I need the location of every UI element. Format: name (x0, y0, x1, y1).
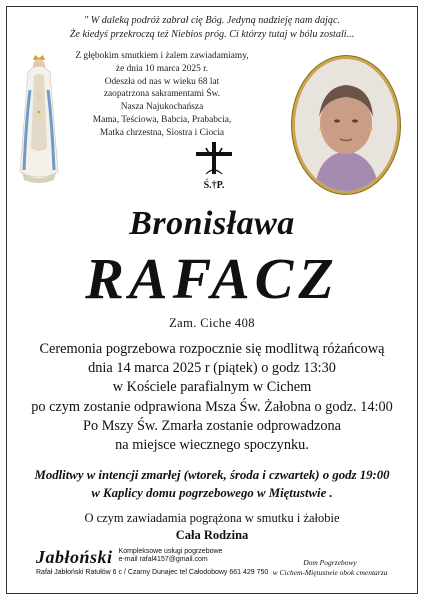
funeral-home-location (256, 558, 404, 578)
ceremony-line: w Kościele parafialnym w Cichem (112, 379, 312, 396)
announcement-line: Z głębokim smutkiem i żalem zawiadamiamy, (75, 51, 249, 61)
funeral-home-email: e-mail rafal4157@gmail.com (118, 556, 208, 563)
family-notice (10, 510, 414, 544)
prayer-line-2: w Kaplicy domu pogrzebowego w Miętustwie . (91, 486, 333, 500)
poem-quote (20, 14, 404, 42)
funeral-home-place: w Cichem-Miętustwie obok cmentarza (272, 568, 388, 577)
portrait-image (295, 59, 397, 191)
funeral-home-logo: Jabłoński (36, 547, 113, 567)
funeral-home-services: Kompleksowe usługi pogrzebowe (118, 548, 223, 555)
ceremony-line: dnia 14 marca 2025 r (piątek) o godz 13:30 (88, 360, 336, 377)
ceremony-line: Po Mszy Św. Zmarła zostanie odprowadzona (83, 417, 341, 434)
ceremony-details (14, 340, 410, 455)
prayer-schedule (10, 466, 414, 502)
announcement-line: Matka chrzestna, Siostra i Ciocia (99, 127, 225, 138)
announcement-text (62, 50, 262, 140)
poem-line-1: " W dalekq podróż zabrał cię Bóg. Jedyną nadzieję nam dając. (83, 15, 341, 26)
funeral-home-tagline (119, 548, 223, 564)
prayer-line-1: Modlitwy w intencji zmarłej (wtorek, środa i czwartek) o godz 19:00 (34, 468, 390, 482)
poem-line-2: Że kiedyś przekroczą też Niebios próg. Ci którzy tutaj w bólu zostali... (69, 29, 355, 40)
funeral-home-info (36, 547, 269, 577)
announcement-line: Nasza Najukochańsza (120, 102, 204, 113)
cross-caption: Ś.†P. (203, 180, 225, 190)
funeral-home-title: Dom Pogrzebowy (303, 558, 357, 567)
deceased-residence: Zam. Ciche 408 (169, 316, 255, 330)
family-signature: Cała Rodzina (175, 528, 249, 542)
ceremony-line: Ceremonia pogrzebowa rozpocznie się modlitwą różańcową (39, 341, 385, 357)
announcement-line: Odeszła od nas w wieku 68 lat (104, 76, 220, 87)
ceremony-line: po czym zostanie odprawiona Msza Św. Żałobna o godz. 14:00 (31, 398, 393, 415)
announcement-line: że dnia 10 marca 2025 r. (115, 63, 209, 74)
announcement-line: Mama, Teściowa, Babcia, Prababcia, (92, 114, 232, 125)
ceremony-line: na miejsce wiecznego spoczynku. (115, 437, 309, 454)
deceased-portrait (292, 56, 400, 194)
madonna-statue-image (14, 52, 64, 184)
family-notice-line: O czym zawiadamia pogrążona w smutku i żałobie (84, 511, 340, 525)
announcement-line: zaopatrzona sakramentami Św. (103, 89, 221, 100)
cross-icon (188, 140, 240, 190)
deceased-first-name: Bronisława (129, 205, 295, 242)
funeral-home-address: Rafał Jabłoński Ratułów 6 c / Czarny Dunajec tel Całodobowy 661 429 750 (36, 569, 269, 576)
deceased-surname: RAFACZ (85, 246, 339, 311)
